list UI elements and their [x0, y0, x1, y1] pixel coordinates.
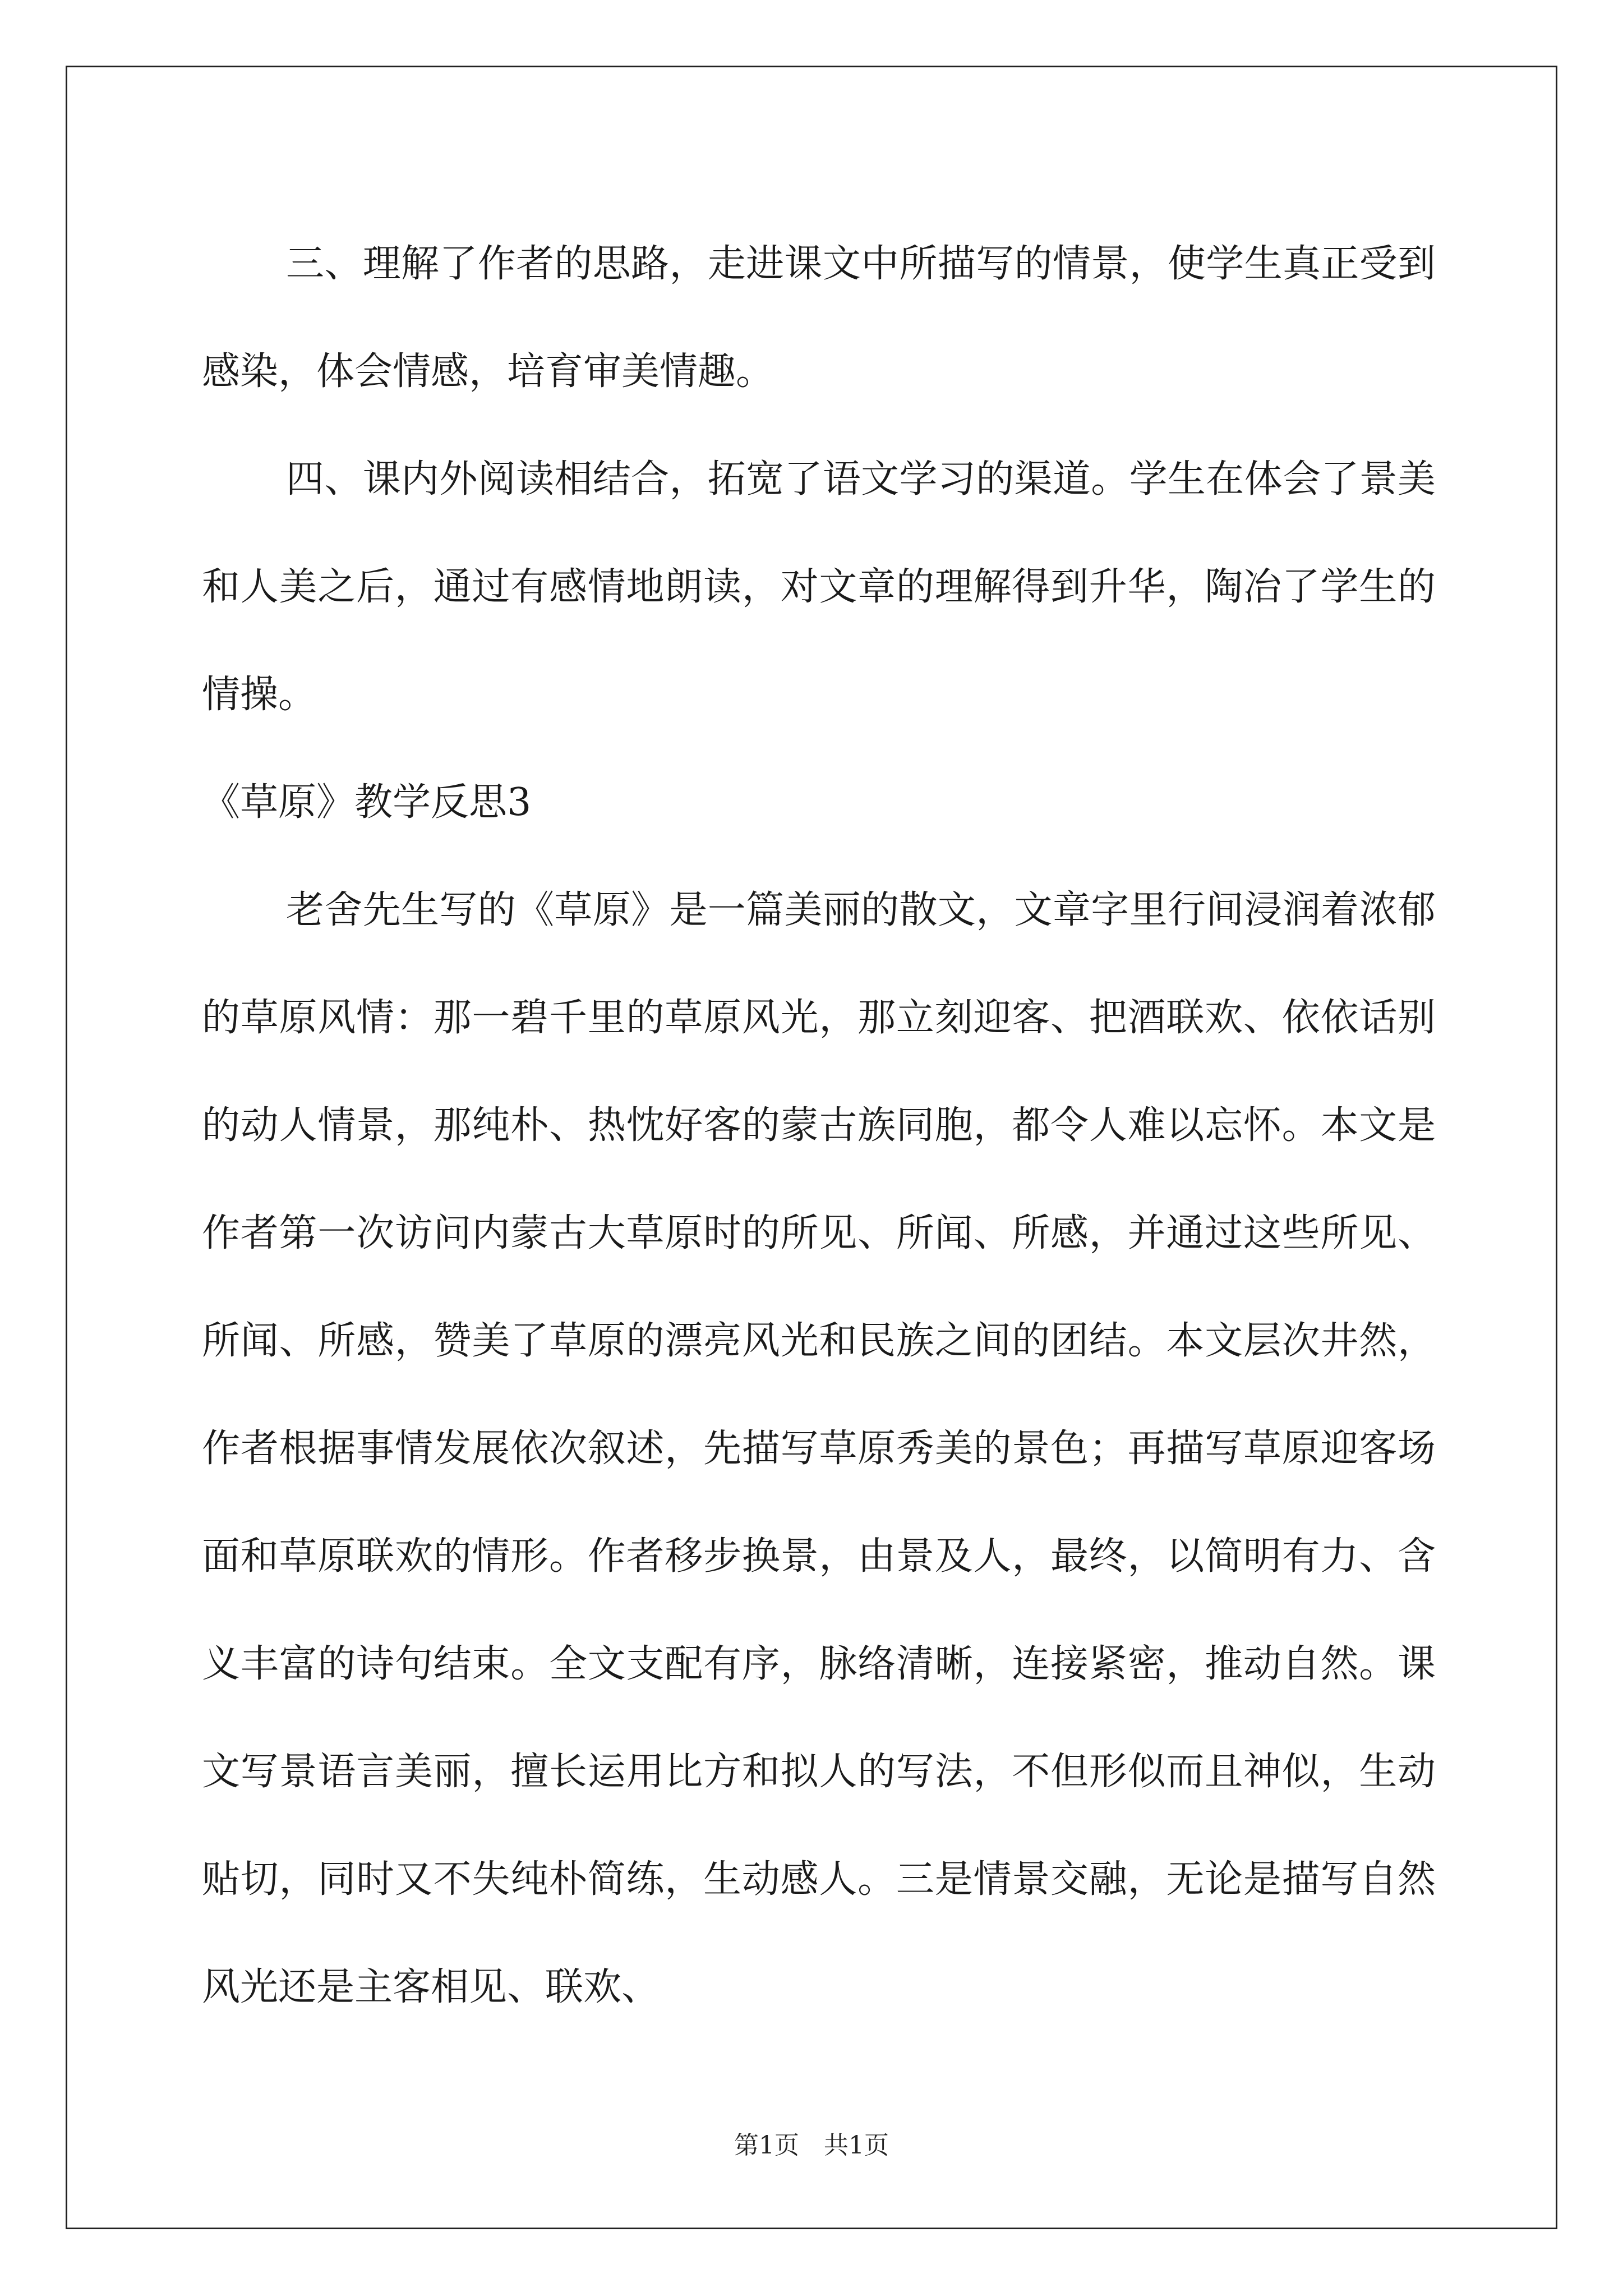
- paragraph-1: 三、理解了作者的思路，走进课文中所描写的情景，使学生真正受到感染，体会情感，培育审美情趣。: [202, 242, 1436, 394]
- page-footer: [0, 2129, 1623, 2162]
- paragraph-3: 老舍先生写的《草原》是一篇美丽的散文，文章字里行间浸润着浓郁的草原风情：那一碧千里的草原风光，那立刻迎客、把酒联欢、依依话别的动人情景，那纯朴、热忱好客的蒙古族同胞，都令人难以忘怀。本文是作者第一次访问内蒙古大草原时的所见、所闻、所感，并通过这些所见、所闻、所感，赞美了草原的漂亮风光和民族之间的团结。本文层次井然，作者根据事情发展依次叙述，先描写草原秀美的景色；再描写草原迎客场面和草原联欢的情形。作者移步换景，由景及人，最终，以简明有力、含义丰富的诗句结束。全文支配有序，脉络清晰，连接紧密，推动自然。课文写景语言美丽，擅长运用比方和拟人的写法，不但形似而且神似，生动贴切，同时又不失纯朴简练，生动感人。三是情景交融，无论是描写自然风光还是主客相见、联欢、: [202, 888, 1436, 2009]
- document-body: [202, 210, 1436, 2041]
- paragraph-2: 四、课内外阅读相结合，拓宽了语文学习的渠道。学生在体会了景美和人美之后，通过有感情地朗读，对文章的理解得到升华，陶冶了学生的情操。: [202, 457, 1436, 717]
- section-title: 《草原》教学反思3: [202, 780, 532, 825]
- page-number-label: 第1页 共1页: [734, 2131, 889, 2160]
